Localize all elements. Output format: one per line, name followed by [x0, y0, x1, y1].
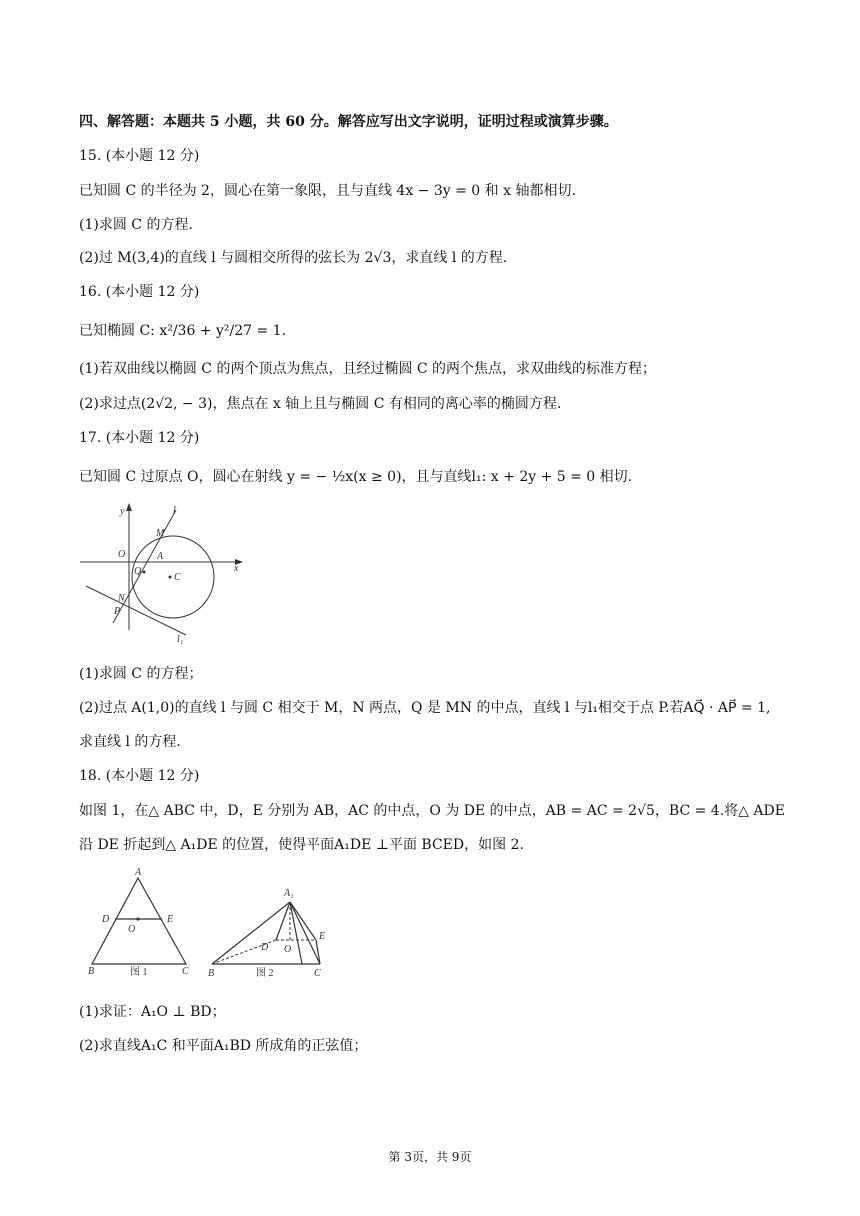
q15-part1: (1)求圆 C 的方程.	[79, 217, 193, 233]
label-y: y	[120, 506, 125, 517]
fig2-label-c: C	[314, 968, 321, 979]
q17-part2-line2: 求直线 l 的方程.	[79, 734, 181, 750]
label-x: x	[234, 563, 239, 574]
q17-stem: 已知圆 C 过原点 O，圆心在射线 y = − ½x(x ≥ 0)，且与直线l₁: x + 2y + 5 = 0 相切.	[79, 469, 633, 485]
midpoint-dot	[143, 571, 146, 574]
fig2-caption: 图 2	[256, 968, 274, 979]
fig1-label-c: C	[182, 966, 189, 977]
q18-stem-line2: 沿 DE 折起到△ A₁DE 的位置，使得平面A₁DE ⊥平面 BCED，如图 2.	[79, 837, 524, 853]
fig1-label-a: A	[135, 867, 142, 878]
q18-stem-line1: 如图 1，在△ ABC 中，D，E 分别为 AB，AC 的中点，O 为 DE 的中点，AB = AC = 2√5，BC = 4.将△ ADE	[79, 803, 785, 819]
y-arrow-icon	[126, 503, 132, 511]
fig1-label-b: B	[88, 966, 95, 977]
line-l1	[86, 586, 186, 635]
q15-part2: (2)过 M(3,4)的直线 l 与圆相交所得的弦长为 2√3，求直线 l 的方程.	[79, 250, 508, 266]
label-q: Q	[134, 566, 142, 577]
fig1-label-e: E	[167, 914, 174, 925]
circle-c	[132, 536, 214, 618]
q17-part2-line1: (2)过点 A(1,0)的直线 l 与圆 C 相交于 M，N 两点，Q 是 MN 的中点，直线 l 与l₁相交于点 P.若AQ⃗ · AP⃗ = 1,	[79, 700, 771, 716]
q16-stem: 已知椭圆 C: x²/36 + y²/27 = 1.	[79, 323, 287, 339]
q18-figure-2	[206, 880, 341, 984]
q18-title: 18. (本小题 12 分)	[79, 768, 200, 784]
fig1-label-d: D	[102, 914, 110, 925]
page-footer: 第 3页，共 9页	[388, 1150, 472, 1164]
q17-title: 17. (本小题 12 分)	[79, 430, 200, 446]
label-m: M	[156, 528, 165, 539]
point-o	[136, 917, 139, 920]
fig2-label-e: E	[319, 931, 326, 942]
q17-part1: (1)求圆 C 的方程；	[79, 666, 203, 682]
label-l: l	[173, 505, 176, 516]
q15-stem: 已知圆 C 的半径为 2，圆心在第一象限，且与直线 4x − 3y = 0 和 x 轴都相切.	[79, 183, 576, 199]
q18-part1: (1)求证：A₁O ⊥ BD；	[79, 1004, 226, 1020]
center-dot	[169, 576, 172, 579]
label-a: A	[157, 551, 164, 562]
label-l1: l₁	[177, 634, 184, 645]
q16-part2: (2)求过点(2√2, − 3)，焦点在 x 轴上且与椭圆 C 有相同的离心率的椭圆方程.	[79, 396, 562, 412]
fig2-label-a1: A₁	[284, 888, 294, 899]
section-heading: 四、解答题：本题共 5 小题，共 60 分。解答应写出文字说明，证明过程或演算步骤。	[79, 114, 618, 130]
fig2-label-d: D	[261, 942, 269, 953]
label-n: N	[118, 593, 125, 604]
q18-figure-1	[82, 864, 202, 980]
q15-title: 15. (本小题 12 分)	[79, 148, 200, 164]
label-c: C	[174, 572, 181, 583]
fig2-label-o: O	[284, 944, 292, 955]
fig1-label-o: O	[128, 924, 136, 935]
fig1-caption: 图 1	[130, 967, 148, 978]
fig2-label-b: B	[208, 968, 215, 979]
label-o: O	[118, 549, 126, 560]
q16-part1: (1)若双曲线以椭圆 C 的两个顶点为焦点，且经过椭圆 C 的两个焦点，求双曲线的标准方程；	[79, 361, 657, 377]
q18-part2: (2)求直线A₁C 和平面A₁BD 所成角的正弦值；	[79, 1038, 368, 1054]
q16-title: 16. (本小题 12 分)	[79, 284, 200, 300]
edge-a1c	[290, 902, 320, 964]
q17-figure	[76, 500, 256, 652]
label-p: P	[114, 606, 121, 617]
